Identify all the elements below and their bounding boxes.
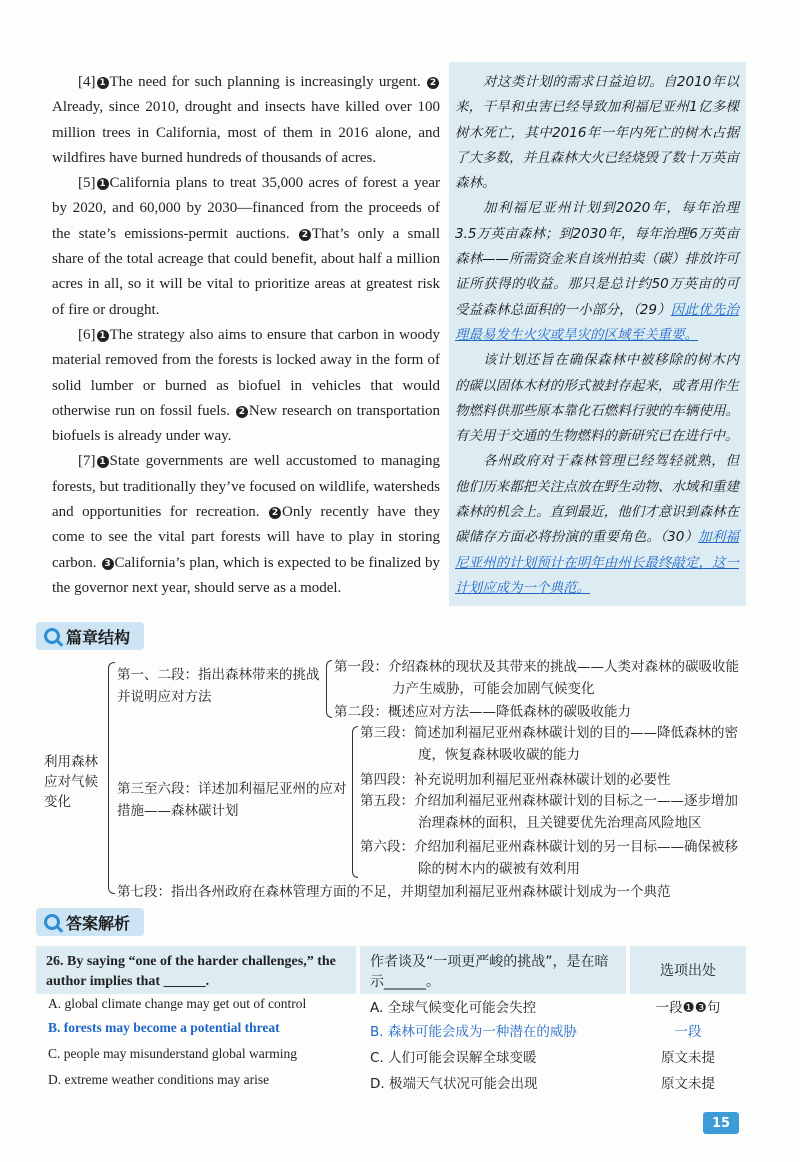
source-header-cell: 选项出处	[630, 946, 746, 994]
group-2-brace	[352, 726, 358, 878]
chinese-translation	[455, 70, 739, 601]
group-3-label: 第七段：指出各州政府在森林管理方面的不足，并期望加利福尼亚州森林碳计划成为一个典范	[117, 884, 671, 900]
group-1-brace	[326, 660, 332, 718]
option-en: A. global climate change may get out of control	[48, 996, 307, 1011]
translation-paragraph: 对这类计划的需求日益迫切。自2010年以来，干旱和虫害已经导致加利福尼亚州1亿多棵树木死亡，其中2016年一年内死亡的树木占据了大多数，并且森林大火已经烧毁了数十万英亩森林。	[455, 74, 739, 192]
answer-29-highlight: 因此优先治理最易发生火灾或旱灾的区域至关重要。	[455, 301, 739, 343]
sentence-number-2-icon: 2	[427, 77, 439, 89]
sentence-number-2-icon: 2	[236, 406, 248, 418]
sentence-number-1-icon: 1	[97, 77, 109, 89]
paragraph-6: [6] 1 The strategy also aims to ensure that carbon in woody material removed from the forests is locked away in the form of solid lumber or burned as biofuel in vehicles that would otherwise run on fossil fuels. 2 New research on transportation biofuels is already under way.	[52, 326, 440, 445]
sentence-number-1-icon: 1	[97, 330, 109, 342]
sentence-number-3-icon: 3	[102, 558, 114, 570]
option-source: 一段	[674, 1024, 702, 1040]
option-en: C. people may misunderstand global warming	[48, 1046, 297, 1061]
group-1-label: 第一、二段：指出森林带来的挑战并说明应对方法	[117, 667, 320, 705]
sentence-number-1-icon: 1	[97, 178, 109, 190]
magnifier-icon	[44, 628, 60, 644]
option-en: D. extreme weather conditions may arise	[48, 1072, 270, 1087]
group-2-label: 第三至六段：详述加利福尼亚州的应对措施——森林碳计划	[117, 781, 347, 819]
option-en: B. forests may become a potential threat	[48, 1020, 280, 1035]
group-2-item-1: 第三段：简述加利福尼亚州森林碳计划的目的——降低森林的密度，恢复森林吸收碳的能力	[360, 725, 738, 763]
option-zh: B. 森林可能会成为一种潜在的威胁	[370, 1024, 577, 1040]
translation-paragraph: 该计划还旨在确保森林中被移除的树木内的碳以固体木材的形式被封存起来，或者用作生物燃料供那些原本靠化石燃料行驶的车辆使用。有关用于交通的生物燃料的新研究已在进行中。	[455, 352, 739, 445]
group-2-item-4: 第六段：介绍加利福尼亚州森林碳计划的另一目标——确保被移除的树木内的碳被有效利用	[360, 839, 738, 877]
magnifier-icon	[44, 914, 60, 930]
answer-30-highlight: 加利福尼亚州的计划预计在明年由州长最终敲定，这一计划应成为一个典范。	[455, 529, 739, 596]
paragraph-4: [4] 1 The need for such planning is increasingly urgent. 2Already, since 2010, drought and insects have killed over 100 million trees in California, most of them in 2016 alone, and wildfires have burned hundreds of thousands of acres.	[52, 74, 440, 166]
option-source: 原文未提	[661, 1076, 715, 1092]
group-1-item-2: 第二段：概述应对方法——降低森林的碳吸收能力	[334, 704, 631, 720]
structure-heading: 篇章结构	[36, 622, 144, 650]
question-zh-cell: 作者谈及“一项更严峻的挑战”，是在暗示______。	[360, 946, 626, 994]
sentence-number-1-icon: 1	[97, 456, 109, 468]
sentence-number-2-icon: 2	[269, 507, 281, 519]
structure-root: 利用森林应对气候变化	[44, 754, 98, 810]
option-zh: D. 极端天气状况可能会出现	[370, 1076, 538, 1092]
group-2-item-2: 第四段：补充说明加利福尼亚州森林碳计划的必要性	[360, 772, 671, 788]
option-zh: C. 人们可能会误解全球变暖	[370, 1050, 537, 1066]
group-2-item-3: 第五段：介绍加利福尼亚州森林碳计划的目标之一——逐步增加治理森林的面积，且关键要优先治理高风险地区	[360, 793, 738, 831]
question-en-cell: 26. By saying “one of the harder challenges,” the author implies that ______.	[36, 946, 356, 994]
option-zh: A. 全球气候变化可能会失控	[370, 1000, 537, 1016]
paragraph-7: [7] 1 State governments are well accustomed to managing forests, but traditionally they’ve focused on wildlife, watersheds and opportunities for recreation. 2 Only recently have they come to see the vital part forests will have to play in storing carbon. 3 California’s plan, which is expected to be finalized by the governor next year, should serve as a model.	[52, 453, 441, 596]
option-source: 一段❶❸句	[655, 1000, 721, 1016]
answers-heading: 答案解析	[36, 908, 144, 936]
root-brace	[108, 662, 115, 894]
translation-paragraph: 各州政府对于森林管理已经驾轻就熟，但他们历来都把关注点放在野生动物、水域和重建森林的机会上。直到最近，他们才意识到森林在碳储存方面必将扮演的重要角色。（30）加利福尼亚州的计划预计在明年由州长最终敲定，这一计划应成为一个典范。	[455, 453, 739, 596]
group-1-item-1: 第一段：介绍森林的现状及其带来的挑战——人类对森林的碳吸收能力产生威胁，可能会加剧气候变化	[334, 659, 739, 697]
english-passage	[52, 70, 440, 601]
option-source: 原文未提	[661, 1050, 715, 1066]
sentence-number-2-icon: 2	[299, 229, 311, 241]
paragraph-5: [5] 1 California plans to treat 35,000 acres of forest a year by 2020, and 60,000 by 2030—financed from the proceeds of the state’s emissions-permit auctions. 2 That’s only a small share of the total acreage that could benefit, about half a million acres in all, so it will be vital to prioritize areas at greatest risk of fire or drought.	[52, 175, 440, 318]
translation-paragraph: 加利福尼亚州计划到2020年，每年治理3.5万英亩森林；到2030年，每年治理6万英亩森林——所需资金来自该州拍卖（碳）排放许可证所获得的收益。那只是总计约50万英亩的可受益森林总面积的一小部分，（29）因此优先治理最易发生火灾或旱灾的区域至关重要。	[455, 200, 739, 343]
page-number: 15	[703, 1112, 739, 1134]
